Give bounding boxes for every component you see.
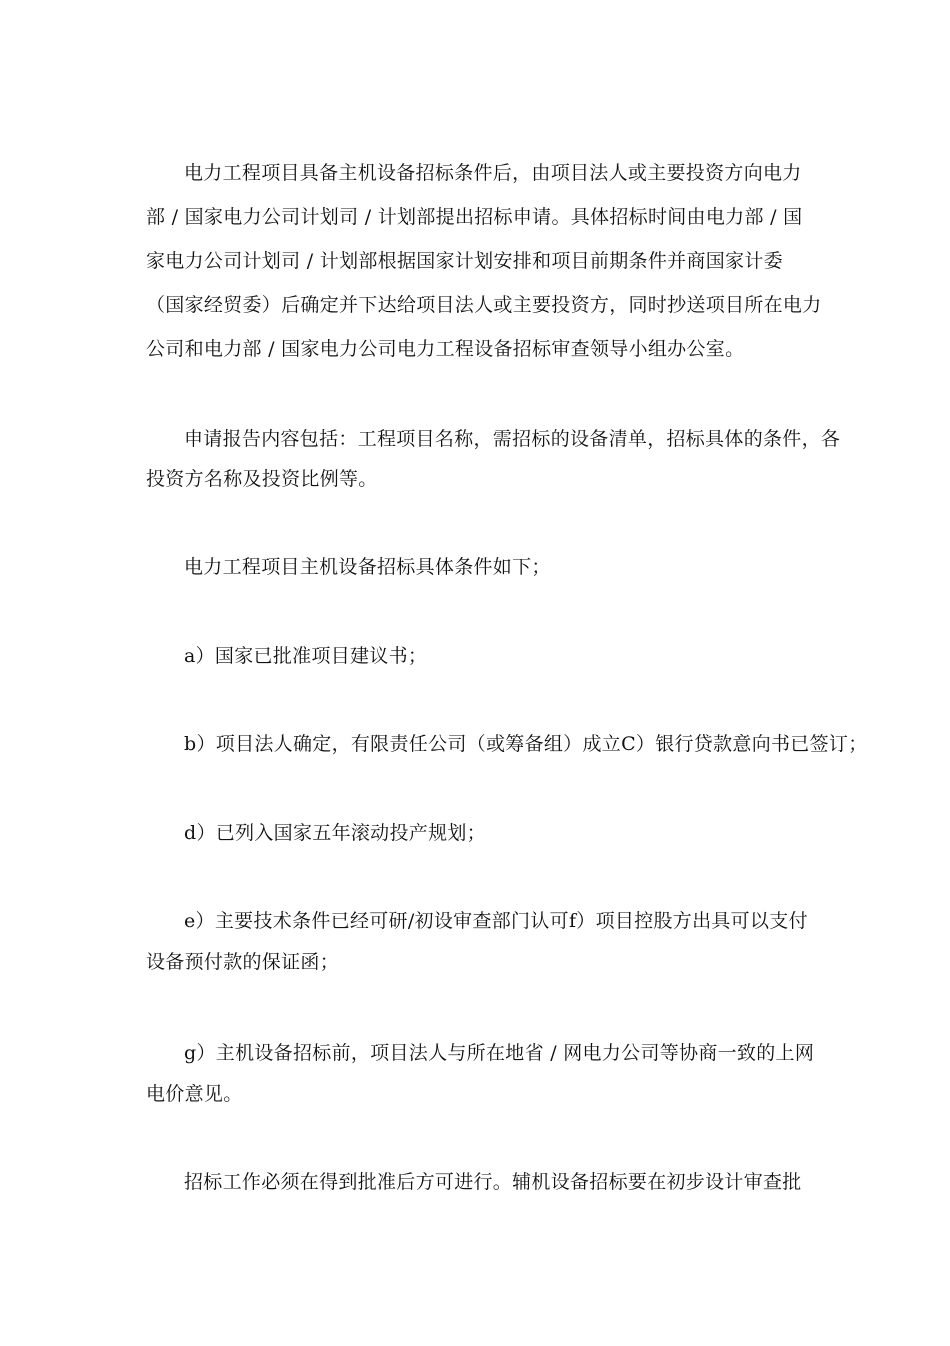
condition-g-line-1: g）主机设备招标前，项目法人与所在地省 / 网电力公司等协商一致的上网 <box>184 1042 815 1064</box>
paragraph-1-line-5: 公司和电力部 / 国家电力公司电力工程设备招标审查领导小组办公室。 <box>146 338 745 360</box>
condition-e-line-2: 设备预付款的保证函； <box>146 951 340 973</box>
paragraph-final-line-1: 招标工作必须在得到批准后方可进行。辅机设备招标要在初步设计审查批 <box>184 1171 802 1193</box>
paragraph-1-line-4: （国家经贸委）后确定并下达给项目法人或主要投资方，同时抄送项目所在电力 <box>146 294 822 316</box>
paragraph-2-line-2: 投资方名称及投资比例等。 <box>146 468 378 490</box>
condition-a: a）国家已批准项目建议书； <box>184 645 428 667</box>
paragraph-1-line-1: 电力工程项目具备主机设备招标条件后，由项目法人或主要投资方向电力 <box>184 162 802 184</box>
condition-g-line-2: 电价意见。 <box>146 1083 243 1105</box>
paragraph-3-line-1: 电力工程项目主机设备招标具体条件如下； <box>184 556 551 578</box>
condition-e-line-1: e）主要技术条件已经可研/初设审查部门认可f）项目控股方出具可以支付 <box>184 910 808 932</box>
paragraph-1-line-2: 部 / 国家电力公司计划司 / 计划部提出招标申请。具体招标时间由电力部 / 国 <box>146 206 803 228</box>
condition-b: b）项目法人确定，有限责任公司（或筹备组）成立C）银行贷款意向书已签订； <box>184 733 868 755</box>
condition-d: d）已列入国家五年滚动投产规划； <box>184 822 486 844</box>
paragraph-1-line-3: 家电力公司计划司 / 计划部根据国家计划安排和项目前期条件并商国家计委 <box>146 250 783 272</box>
paragraph-2-line-1: 申请报告内容包括：工程项目名称，需招标的设备清单，招标具体的条件，各 <box>184 428 841 450</box>
